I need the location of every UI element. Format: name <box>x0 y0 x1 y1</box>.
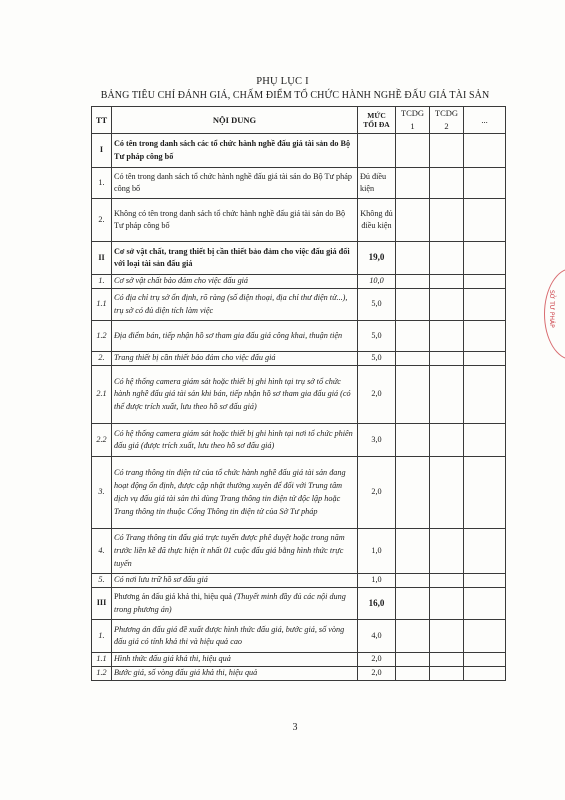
org1-cell <box>396 424 430 457</box>
header-more: ... <box>464 107 506 134</box>
org2-cell <box>430 134 464 168</box>
more-cell <box>464 653 506 667</box>
table-row <box>92 667 506 681</box>
table-row <box>92 321 506 352</box>
org1-cell <box>396 574 430 588</box>
table-row <box>92 529 506 574</box>
row-content: Có tên trong danh sách các tổ chức hành nghề đấu giá tài sản do Bộ Tư pháp công bố <box>112 134 358 168</box>
appendix-title: PHỤ LỤC I <box>256 76 309 87</box>
row-score: 19,0 <box>358 242 396 275</box>
row-score: 1,0 <box>358 574 396 588</box>
header-org-1: TCDG 1 <box>396 107 430 134</box>
row-score: 5,0 <box>358 352 396 366</box>
row-content: Không có tên trong danh sách tổ chức hành nghề đấu giá tài sản do Bộ Tư pháp công bố <box>112 199 358 242</box>
row-score <box>358 134 396 168</box>
row-content: Có Trang thông tin đấu giá trực tuyến được phê duyệt hoặc trong năm trước liền kề đã thực hiện ít nhất 01 cuộc đấu giá bằng hình thức trực tuyến <box>112 529 358 574</box>
row-score: 2,0 <box>358 667 396 681</box>
more-cell <box>464 620 506 653</box>
org1-cell <box>396 352 430 366</box>
org2-cell <box>430 529 464 574</box>
table-row <box>92 457 506 529</box>
row-tt: 2.2 <box>92 424 112 457</box>
table-row <box>92 134 506 168</box>
more-cell <box>464 134 506 168</box>
org1-cell <box>396 620 430 653</box>
table-row <box>92 199 506 242</box>
more-cell <box>464 424 506 457</box>
org2-cell <box>430 588 464 620</box>
row-score: 16,0 <box>358 588 396 620</box>
org1-cell <box>396 289 430 321</box>
page-number: 3 <box>292 722 298 733</box>
row-score: 2,0 <box>358 653 396 667</box>
more-cell <box>464 199 506 242</box>
row-content: Có hệ thống camera giám sát hoặc thiết bị ghi hình tại nơi tổ chức phiên đấu giá (được trích xuất, lưu theo hồ sơ đấu giá) <box>112 424 358 457</box>
row-tt: II <box>92 242 112 275</box>
table-header-row <box>92 107 506 134</box>
org2-cell <box>430 653 464 667</box>
table-row <box>92 352 506 366</box>
more-cell <box>464 275 506 289</box>
row-tt: 3. <box>92 457 112 529</box>
row-content: Có trang thông tin điện tử của tổ chức hành nghề đấu giá tài sản đang hoạt động ổn định, được cập nhật thường xuyên để đối với Trung tâm dịch vụ đấu giá tài sản thì dùng Trang thông tin điện tử độc lập hoặc Trang thông tin thuộc Cổng Thông tin điện tử của Sở Tư pháp <box>112 457 358 529</box>
table-row <box>92 620 506 653</box>
row-tt: 2.1 <box>92 366 112 424</box>
header-tt: TT <box>92 107 112 134</box>
appendix-subtitle: BẢNG TIÊU CHÍ ĐÁNH GIÁ, CHẤM ĐIỂM TỔ CHỨC HÀNH NGHỀ ĐẤU GIÁ TÀI SẢN <box>100 90 490 101</box>
row-content: Phương án đấu giá đề xuất được hình thức đấu giá, bước giá, số vòng đấu giá có tính khả thi và hiệu quả cao <box>112 620 358 653</box>
org2-cell <box>430 366 464 424</box>
row-tt: 1. <box>92 620 112 653</box>
more-cell <box>464 289 506 321</box>
table-row <box>92 289 506 321</box>
org2-cell <box>430 199 464 242</box>
row-tt: 2. <box>92 199 112 242</box>
more-cell <box>464 242 506 275</box>
org2-cell <box>430 321 464 352</box>
org1-cell <box>396 653 430 667</box>
table-row <box>92 168 506 199</box>
org1-cell <box>396 199 430 242</box>
row-content: Địa điểm bán, tiếp nhận hồ sơ tham gia đấu giá công khai, thuận tiện <box>112 321 358 352</box>
row-content-main: Phương án đấu giá khả thi, hiệu quả <box>114 592 232 602</box>
org2-cell <box>430 289 464 321</box>
table-row <box>92 574 506 588</box>
more-cell <box>464 352 506 366</box>
org1-cell <box>396 134 430 168</box>
org1-cell <box>396 321 430 352</box>
stamp-lettering: SỞ TƯ PHÁP <box>548 290 555 328</box>
table-row <box>92 424 506 457</box>
row-tt: 1. <box>92 168 112 199</box>
row-content: Cơ sở vật chất bảo đảm cho việc đấu giá <box>112 275 358 289</box>
more-cell <box>464 574 506 588</box>
row-score: 4,0 <box>358 620 396 653</box>
org2-cell <box>430 574 464 588</box>
org1-cell <box>396 457 430 529</box>
table-row <box>92 653 506 667</box>
row-content-note: (Thuyết minh đầy đủ các nội dung trong phương án) <box>114 592 346 614</box>
row-tt: 2. <box>92 352 112 366</box>
row-content: Có nơi lưu trữ hồ sơ đấu giá <box>112 574 358 588</box>
row-content: Trang thiết bị cần thiết bảo đảm cho việc đấu giá <box>112 352 358 366</box>
row-content: Hình thức đấu giá khả thi, hiệu quả <box>112 653 358 667</box>
org2-cell <box>430 352 464 366</box>
org2-cell <box>430 424 464 457</box>
row-tt: 1.1 <box>92 653 112 667</box>
row-content: Cơ sở vật chất, trang thiết bị cần thiết bảo đảm cho việc đấu giá đối với loại tài sản đấu giá <box>112 242 358 275</box>
row-tt: 1. <box>92 275 112 289</box>
row-content: Có tên trong danh sách tổ chức hành nghề đấu giá tài sản do Bộ Tư pháp công bố <box>112 168 358 199</box>
row-score: Không đủ điều kiện <box>358 199 396 242</box>
org2-cell <box>430 168 464 199</box>
org1-cell <box>396 529 430 574</box>
row-content: Có địa chỉ trụ sở ổn định, rõ ràng (số điện thoại, địa chỉ thư điện tử...), trụ sở có đủ diện tích làm việc <box>112 289 358 321</box>
table-row <box>92 588 506 620</box>
row-score: 5,0 <box>358 289 396 321</box>
table-row <box>92 366 506 424</box>
row-tt: 4. <box>92 529 112 574</box>
org1-cell <box>396 275 430 289</box>
row-score: 10,0 <box>358 275 396 289</box>
row-tt: 1.2 <box>92 667 112 681</box>
org2-cell <box>430 457 464 529</box>
org2-cell <box>430 275 464 289</box>
table-row <box>92 242 506 275</box>
row-tt: 1.2 <box>92 321 112 352</box>
header-max-score: MỨC TỐI ĐA <box>358 107 396 134</box>
more-cell <box>464 667 506 681</box>
row-score: 1,0 <box>358 529 396 574</box>
row-content: Có hệ thống camera giám sát hoặc thiết bị ghi hình tại trụ sở tổ chức hành nghề đấu giá tài sản khi bán, tiếp nhận hồ sơ tham gia đấu giá (có thể được trích xuất, lưu theo hồ sơ đấu giá) <box>112 366 358 424</box>
org2-cell <box>430 620 464 653</box>
org1-cell <box>396 366 430 424</box>
row-score: 5,0 <box>358 321 396 352</box>
org1-cell <box>396 242 430 275</box>
more-cell <box>464 588 506 620</box>
more-cell <box>464 168 506 199</box>
row-tt: I <box>92 134 112 168</box>
row-score: 2,0 <box>358 457 396 529</box>
org2-cell <box>430 242 464 275</box>
org1-cell <box>396 168 430 199</box>
header-content: NỘI DUNG <box>112 107 358 134</box>
row-score: 3,0 <box>358 424 396 457</box>
more-cell <box>464 366 506 424</box>
row-score: Đủ điều kiện <box>358 168 396 199</box>
more-cell <box>464 321 506 352</box>
org2-cell <box>430 667 464 681</box>
criteria-table <box>91 106 506 681</box>
table-row <box>92 275 506 289</box>
row-tt: 1.1 <box>92 289 112 321</box>
org1-cell <box>396 667 430 681</box>
row-content <box>112 588 358 620</box>
more-cell <box>464 457 506 529</box>
row-score: 2,0 <box>358 366 396 424</box>
row-tt: III <box>92 588 112 620</box>
org1-cell <box>396 588 430 620</box>
row-tt: 5. <box>92 574 112 588</box>
header-org-2: TCDG 2 <box>430 107 464 134</box>
row-content: Bước giá, số vòng đấu giá khả thi, hiệu quả <box>112 667 358 681</box>
more-cell <box>464 529 506 574</box>
